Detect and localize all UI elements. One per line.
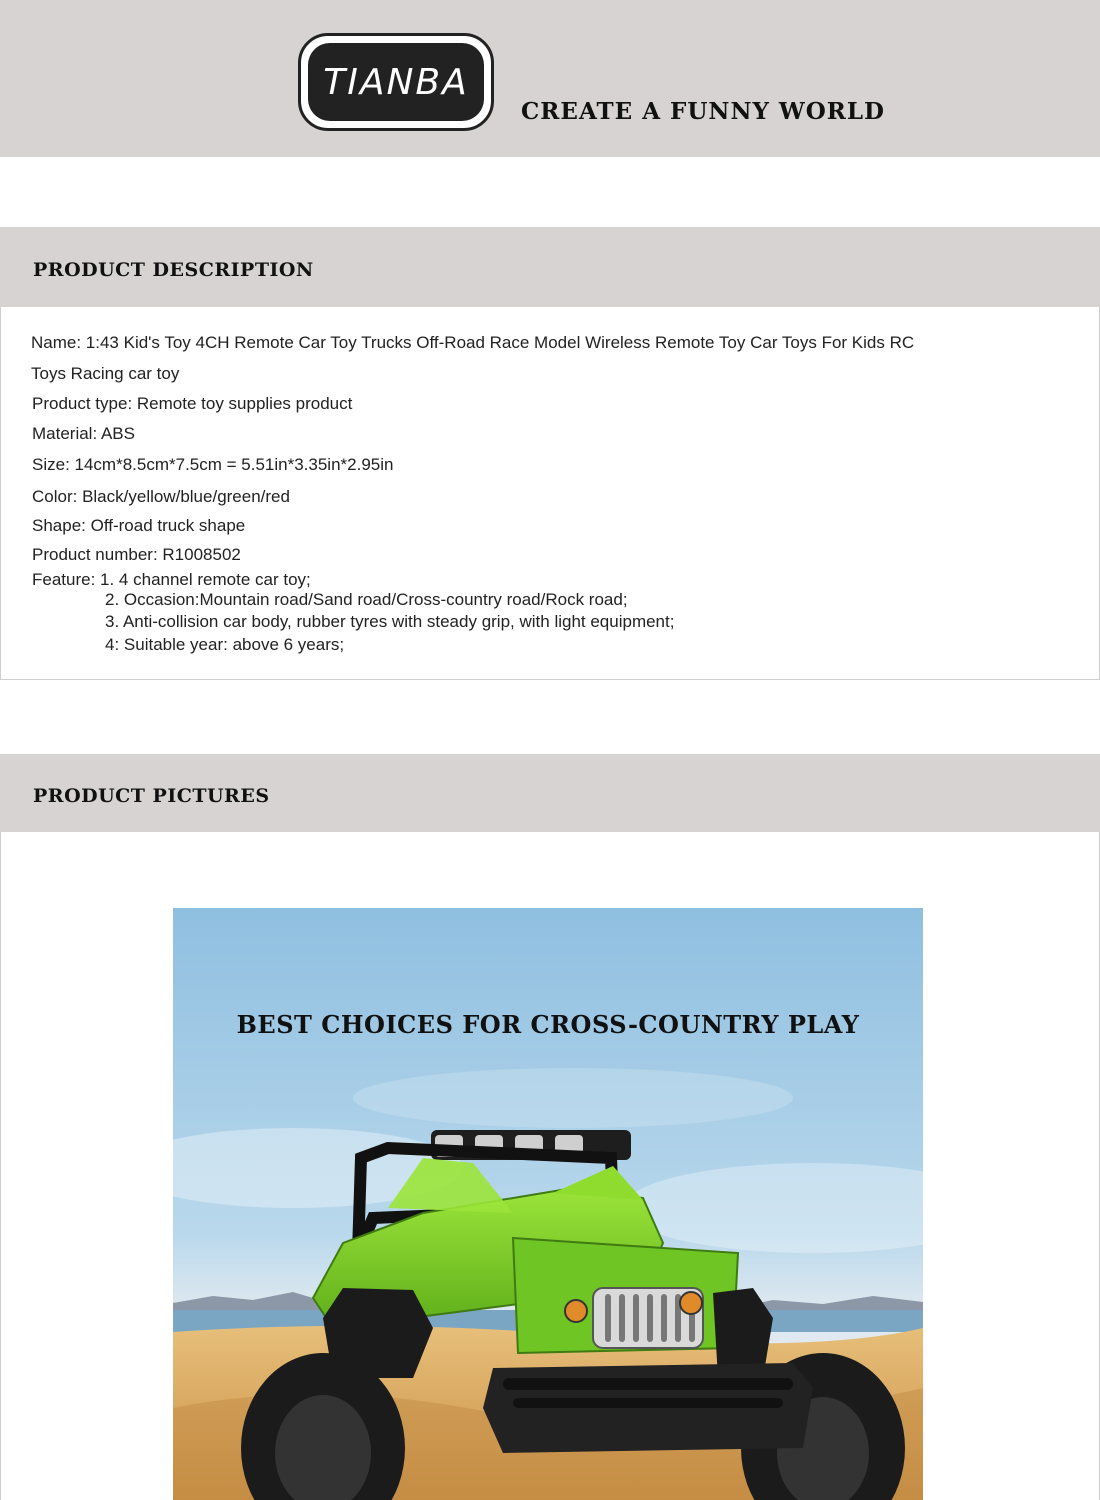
pictures-header bbox=[0, 754, 1100, 832]
description-title: PRODUCT DESCRIPTION bbox=[33, 259, 314, 281]
color: Color: Black/yellow/blue/green/red bbox=[32, 487, 290, 506]
slogan: CREATE A FUNNY WORLD bbox=[521, 98, 886, 125]
description-header bbox=[0, 227, 1100, 307]
product-photo bbox=[173, 908, 923, 1500]
product-type: Product type: Remote toy supplies product bbox=[32, 394, 353, 413]
feature-item: 4: Suitable year: above 6 years; bbox=[105, 635, 345, 654]
feature-item: 3. Anti-collision car body, rubber tyres with steady grip, with light equipment; bbox=[105, 612, 675, 631]
header-band bbox=[0, 0, 1100, 157]
feature-item: 2. Occasion:Mountain road/Sand road/Cross-country road/Rock road; bbox=[105, 590, 628, 609]
size: Size: 14cm*8.5cm*7.5cm = 5.51in*3.35in*2.95in bbox=[32, 455, 394, 474]
image-headline: BEST CHOICES FOR CROSS-COUNTRY PLAY bbox=[236, 1010, 860, 1039]
tianba-logo bbox=[298, 33, 494, 131]
name-line-2: Toys Racing car toy bbox=[31, 364, 180, 383]
name-line-1: Name: 1:43 Kid's Toy 4CH Remote Car Toy Trucks Off-Road Race Model Wireless Remote Toy Car Toys For Kids RC bbox=[31, 333, 915, 352]
shape: Shape: Off-road truck shape bbox=[32, 516, 246, 535]
material: Material: ABS bbox=[32, 424, 135, 443]
feature-label: Feature: 1. 4 channel remote car toy; bbox=[32, 570, 311, 589]
product-number: Product number: R1008502 bbox=[32, 545, 241, 564]
pictures-title: PRODUCT PICTURES bbox=[33, 785, 270, 807]
description-box bbox=[0, 307, 1100, 680]
logo-text: TIANBA bbox=[323, 61, 469, 103]
